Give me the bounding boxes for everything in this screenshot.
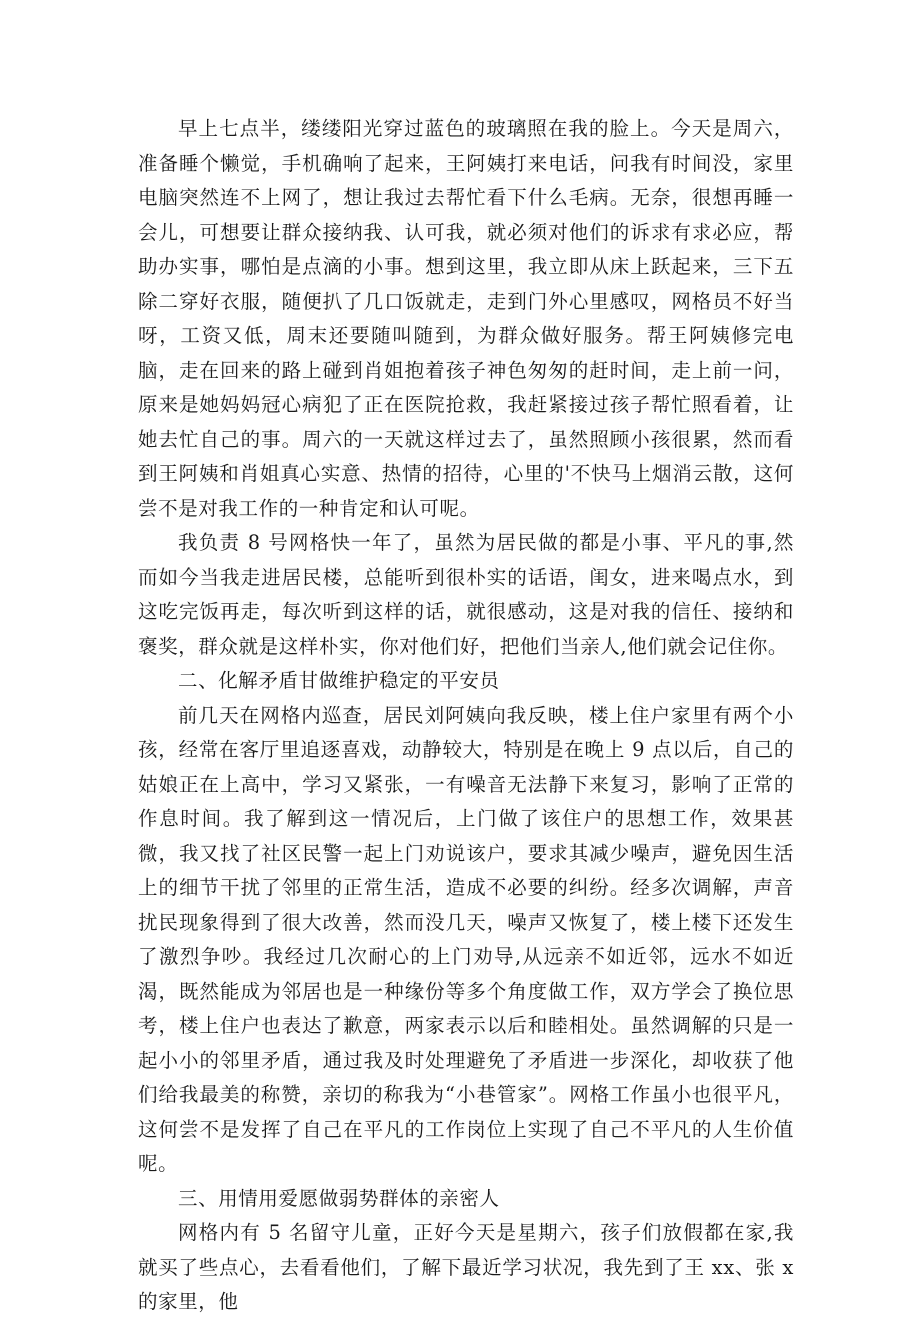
paragraph-left-behind-children: 网格内有 5 名留守儿童，正好今天是星期六，孩子们放假都在家,我就买了些点心，去看看他们，了解下最近学习状况，我先到了王 xx、张 x 的家里，他 bbox=[138, 1221, 794, 1313]
document-page bbox=[138, 112, 794, 1320]
paragraph-grid-duty: 我负责 8 号网格快一年了，虽然为居民做的都是小事、平凡的事,然而如今当我走进居民楼，总能听到很朴实的话语，闺女，进来喝点水，到这吃完饭再走，每次听到这样的话，就很感动，这是对我的信任、接纳和褒奖，群众就是这样朴实，你对他们好，把他们当亲人,他们就会记住你。 bbox=[138, 531, 794, 658]
section-heading-vulnerable-groups: 三、用情用爱愿做弱势群体的亲密人 bbox=[178, 1186, 500, 1210]
section-heading-conflict-resolution: 二、化解矛盾甘做维护稳定的平安员 bbox=[178, 669, 500, 692]
paragraph-morning-story: 早上七点半，缕缕阳光穿过蓝色的玻璃照在我的脸上。今天是周六，准备睡个懒觉，手机确响了起来，王阿姨打来电话，问我有时间没，家里电脑突然连不上网了，想让我过去帮忙看下什么毛病。无奈，很想再睡一会儿，可想要让群众接纳我、认可我，就必须对他们的诉求有求必应，帮助办实事，哪怕是点滴的小事。想到这里，我立即从床上跃起来，三下五除二穿好衣服，随便扒了几口饭就走，走到门外心里感叹，网格员不好当呀，工资又低，周末还要随叫随到，为群众做好服务。帮王阿姨修完电脑，走在回来的路上碰到肖姐抱着孩子神色匆匆的赶时间，走上前一问，原来是她妈妈冠心病犯了正在医院抢救，我赶紧接过孩子帮忙照看着，让她去忙自己的事。周六的一天就这样过去了，虽然照顾小孩很累，然而看到王阿姨和肖姐真心实意、热情的招待，心里的'不快马上烟消云散，这何尝不是对我工作的一种肯定和认可呢。 bbox=[138, 117, 794, 520]
paragraph-neighbor-dispute: 前几天在网格内巡查，居民刘阿姨向我反映，楼上住户家里有两个小孩，经常在客厅里追逐喜戏，动静较大，特别是在晚上 9 点以后，自己的姑娘正在上高中，学习又紧张，一有噪音无法静下来复习，影响了正常的作息时间。我了解到这一情况后，上门做了该住户的思想工作，效果甚微，我又找了社区民警一起上门劝说该户，要求其减少噪声，避免因生活上的细节干扰了邻里的正常生活，造成不必要的纠纷。经多次调解，声音扰民现象得到了很大改善，然而没几天，噪声又恢复了，楼上楼下还发生了激烈争吵。我经过几次耐心的上门劝导,从远亲不如近邻，远水不如近渴，既然能成为邻居也是一种缘份等多个角度做工作，双方学会了换位思考，楼上住户也表达了歉意，两家表示以后和睦相处。虽然调解的只是一起小小的邻里矛盾，通过我及时处理避免了矛盾进一步深化，却收获了他们给我最美的称赞，亲切的称我为“小巷管家”。网格工作虽小也很平凡，这何尝不是发挥了自己在平凡的工作岗位上实现了自己不平凡的人生价值呢。 bbox=[138, 703, 794, 1175]
